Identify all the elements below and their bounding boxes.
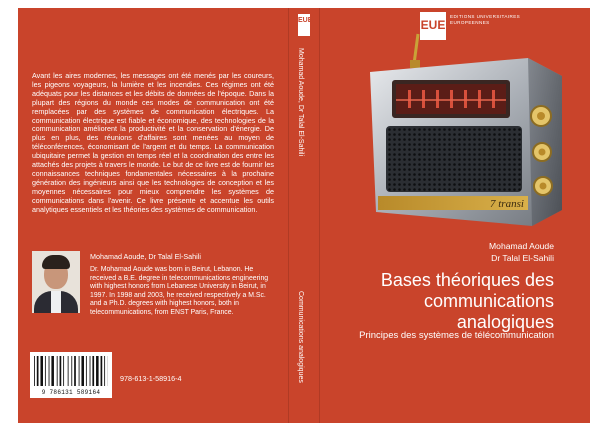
front-authors xyxy=(489,240,554,264)
spine-logo-text: EUE xyxy=(298,17,313,24)
author-block xyxy=(32,251,274,351)
book-subtitle: Principes des systèmes de télécommunication xyxy=(359,330,554,341)
spine-authors: Mohamad Aoude, Dr Talal El-Sahili xyxy=(297,48,304,157)
author-bio: Dr. Mohamad Aoude was born in Beirut, Lebanon. He received a B.E. degree in telecommunications engineering with highest honors from Lebanese University in Beirut, in 1997. In 1998 and 2003, he received respectively a M.Sc. and a Ph.D. degrees with highest honors, both in telecommunications, from ENST Paris, France. xyxy=(90,266,269,316)
publisher-logo-text: EUE xyxy=(420,18,446,32)
radio-label: 7 transi xyxy=(490,198,524,210)
spine-logo xyxy=(298,14,313,36)
barcode-number: 9 786131 589164 xyxy=(41,389,101,396)
publisher-name: EDITIONS UNIVERSITAIRES EUROPEENNES xyxy=(450,14,521,25)
radio-illustration xyxy=(362,32,568,237)
back-blurb: Avant les aires modernes, les messages ont été menés par les coureurs, les pigeons voyageurs, la lumière et les incendies. Ces régimes ont été adéquats pour les distances et les débits de données de l'époque. Dans la plupart des régions du monde ces modes de communication ont été remplacées par des systèmes de communication électriques. La communication électrique est fiable et économique, des technologies de la communication améliorent la productivité et la conservation d'énergie. De plus en plus, des réunions d'affaires sont menées au moyen de téléconférences, économisant de l'argent et du temps. La communication ubiquitaire permet la gestion en temps réel et la coordination des entre les attachés des projets à travers le monde. Le but de ce livre est de fournir les connaissances techniques fondamentales nécessaires à la prochaine génération des ingénieurs ainsi que les technologies de conception et les moyennes nécessaires pour mieux comprendre les systèmes de communications dans l'avenir. Ce livre présente et accentue les outils analytiques essentiels et les théories des systèmes de communication. xyxy=(32,71,274,214)
barcode-bars xyxy=(34,356,108,386)
front-author-2: Dr Talal El-Sahili xyxy=(491,253,554,263)
spine-title: Communications analogiques xyxy=(297,291,304,383)
barcode xyxy=(30,352,112,398)
spine xyxy=(288,8,320,423)
front-cover xyxy=(318,8,590,423)
book-title: Bases théoriques des communications analogiques xyxy=(380,270,554,332)
author-name: Mohamad Aoude, Dr Talal El-Sahili xyxy=(90,252,201,261)
isbn: 978-613-1-58916-4 xyxy=(120,374,182,383)
book-cover xyxy=(18,8,590,423)
back-cover xyxy=(18,8,288,423)
author-photo xyxy=(32,251,80,313)
front-author-1: Mohamad Aoude xyxy=(489,241,554,251)
